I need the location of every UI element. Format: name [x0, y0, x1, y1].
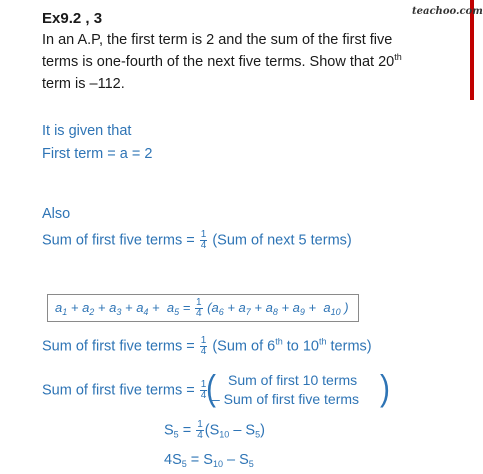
given-text: It is given that [42, 123, 132, 139]
sup-th: th [318, 336, 327, 347]
exercise-heading: Ex9.2 , 3 [42, 10, 103, 27]
also-text: Also [42, 206, 71, 222]
eq1-left: Sum of first five terms = [42, 232, 195, 249]
equation-2 [42, 336, 372, 357]
question-line-1: In an A.P, the first term is 2 and the sum of the first five [42, 32, 393, 48]
teachoo-logo: teachoo.com [412, 6, 483, 17]
superscript-th: th [394, 52, 402, 62]
equation-1 [42, 230, 352, 251]
first-term-text: First term = a = 2 [42, 146, 153, 162]
boxed-rhs: ($a_6 + a_7 + a_8 + a_9 + a_{10}$ ) [207, 299, 349, 317]
boxed-lhs: $a_1 + a_2 + a_3 + a_4 + a_5$ = [55, 299, 191, 317]
left-paren: ( [206, 368, 216, 409]
eq2-right-pre: (Sum of 6 [212, 338, 276, 355]
eq1-right: (Sum of next 5 terms) [212, 232, 352, 249]
equation-3 [42, 380, 208, 401]
right-paren: ) [380, 368, 390, 409]
boxed-fraction: $\frac{1}{4}$ [195, 297, 202, 319]
eq2-right-mid: to 10 [282, 338, 319, 355]
fraction-one-fourth: $\frac{1}{4}$ [200, 379, 207, 401]
sup-th: th [275, 336, 283, 347]
fraction-one-fourth: $\frac{1}{4}$ [197, 419, 203, 441]
eq2-left: Sum of first five terms = [42, 338, 195, 355]
equation-5: $4S_5 = S_{10} - S_5$ [164, 452, 254, 469]
question-line-2-text: terms is one-fourth of the next five terms. Show that 20 [42, 54, 395, 70]
question-line-3: term is –112. [42, 76, 125, 92]
question-line-2 [42, 54, 402, 70]
equation-4: $S_5$ = $\frac{1}{4}$ $(S_{10} - S_5)$ [164, 419, 265, 441]
eq2-right-post: terms) [326, 338, 372, 355]
boxed-equation [55, 298, 349, 319]
eq3-top: Sum of first 10 terms [228, 372, 358, 388]
fraction-one-fourth: $\frac{1}{4}$ [200, 335, 207, 357]
eq3-bottom: – Sum of first five terms [212, 391, 360, 407]
eq3-left: Sum of first five terms = [42, 382, 195, 399]
fraction-one-fourth: $\frac{1}{4}$ [200, 229, 207, 251]
